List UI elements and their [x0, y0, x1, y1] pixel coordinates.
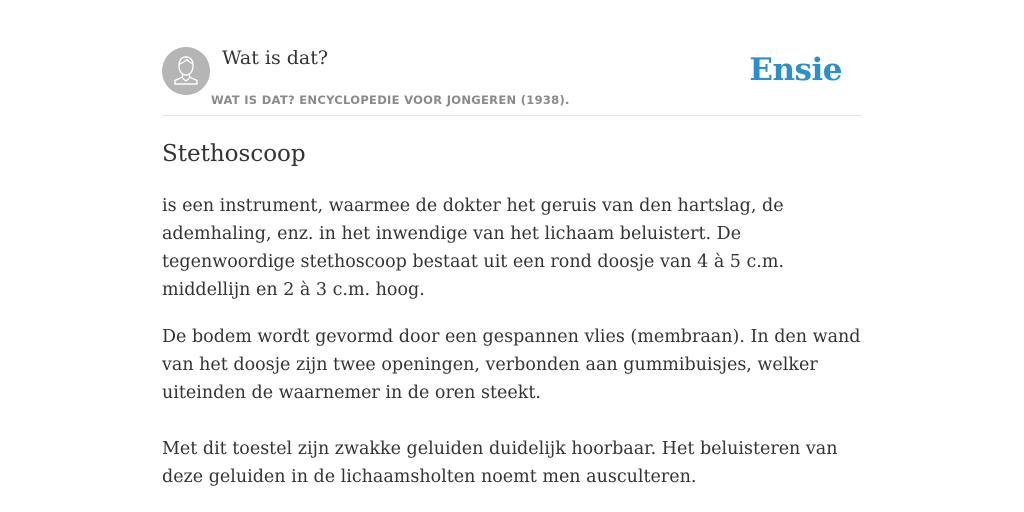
source-header	[162, 46, 862, 116]
article-body	[162, 192, 862, 491]
article-paragraph: is een instrument, waarmee de dokter het geruis van den hartslag, de ademhaling, enz. in het inwendige van het lichaam beluistert. De tegenwoordige stethoscoop bestaat uit een rond doosje van 4 à 5 c.m. middellijn en 2 à 3 c.m. hoog.	[162, 196, 785, 300]
article-paragraph: De bodem wordt gevormd door een gespannen vlies (membraan). In den wand van het doosje zijn twee openingen, verbonden aan gummibuisjes, welker uiteinden de waarnemer in de oren steekt. Met dit toestel zijn zwakke geluiden duidelijk hoorbaar. Het beluisteren van deze geluiden in de lichaamsholten noemt men ausculteren.	[162, 327, 861, 487]
person-outline-icon	[162, 47, 210, 95]
article	[162, 138, 862, 491]
source-subtitle: WAT IS DAT? ENCYCLOPEDIE VOOR JONGEREN (1938).	[211, 93, 570, 107]
source-name-link[interactable]: Wat is dat?	[222, 47, 329, 69]
ensie-logo[interactable]: Ensie	[749, 52, 842, 88]
user-avatar-icon[interactable]	[162, 47, 210, 95]
article-title: Stethoscoop	[162, 141, 306, 167]
